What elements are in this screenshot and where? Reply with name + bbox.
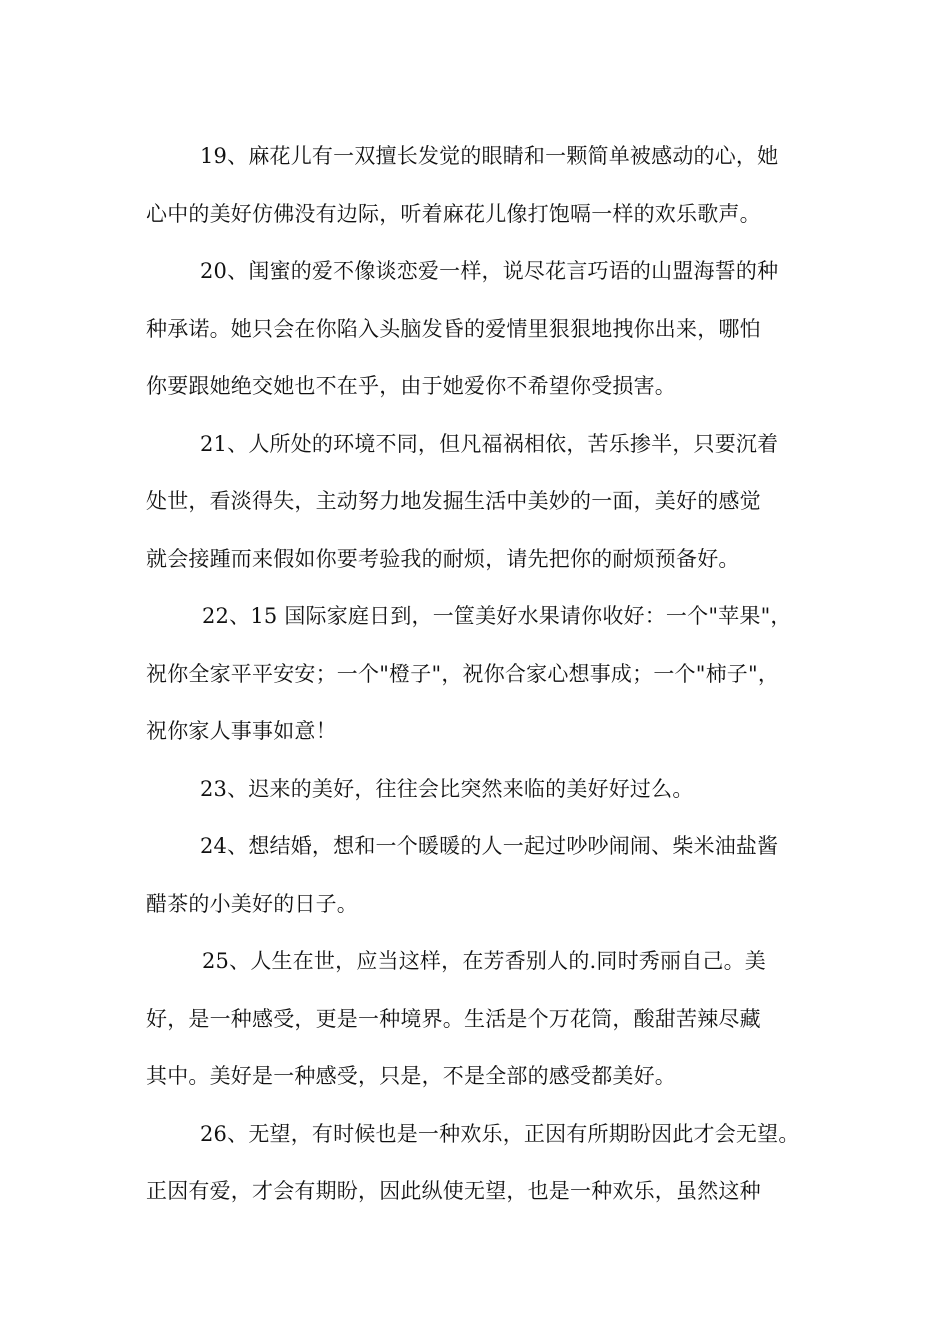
- paragraph-line: 26、无望，有时候也是一种欢乐，正因有所期盼因此才会无望。: [200, 1121, 800, 1146]
- paragraph-line: 22、15 国际家庭日到，一筐美好水果请你收好：一个"苹果"，: [202, 604, 792, 628]
- paragraph-line: 20、闺蜜的爱不像谈恋爱一样，说尽花言巧语的山盟海誓的种: [200, 259, 779, 283]
- paragraph-line: 心中的美好仿佛没有边际，听着麻花儿像打饱嗝一样的欢乐歌声。: [146, 201, 761, 226]
- paragraph-25: [146, 933, 811, 1106]
- paragraph-line: 种承诺。她只会在你陷入头脑发昏的爱情里狠狠地拽你出来，哪怕: [146, 316, 761, 341]
- paragraph-19: [146, 128, 811, 243]
- paragraph-line: 你要跟她绝交她也不在乎，由于她爱你不希望你受损害。: [146, 374, 676, 398]
- paragraph-line: 正因有爱，才会有期盼，因此纵使无望，也是一种欢乐，虽然这种: [146, 1179, 761, 1203]
- paragraph-line: 19、麻花儿有一双擅长发觉的眼睛和一颗简单被感动的心，她: [200, 144, 779, 168]
- paragraph-26: [146, 1106, 811, 1221]
- paragraph-23: [146, 761, 811, 819]
- paragraph-line: 醋茶的小美好的日子。: [146, 891, 358, 916]
- paragraph-line: 25、人生在世，应当这样，在芳香别人的.同时秀丽自己。美: [202, 949, 766, 973]
- paragraph-line: 24、想结婚，想和一个暖暖的人一起过吵吵闹闹、柴米油盐酱: [200, 834, 779, 858]
- paragraph-line: 21、人所处的环境不同，但凡福祸相依，苦乐掺半，只要沉着: [200, 431, 779, 456]
- paragraph-line: 就会接踵而来假如你要考验我的耐烦，请先把你的耐烦预备好。: [146, 546, 740, 571]
- paragraph-line: 祝你家人事事如意！: [146, 719, 337, 743]
- paragraph-22: [146, 588, 811, 761]
- paragraph-20: [146, 243, 811, 416]
- paragraph-line: 处世，看淡得失，主动努力地发掘生活中美妙的一面，美好的感觉: [146, 489, 761, 513]
- paragraph-line: 祝你全家平平安安；一个"橙子"，祝你合家心想事成；一个"柿子"，: [146, 661, 780, 686]
- paragraph-21: [146, 416, 811, 589]
- document-body: [146, 128, 811, 1221]
- paragraph-line: 其中。美好是一种感受，只是，不是全部的感受都美好。: [146, 1064, 676, 1088]
- paragraph-line: 好，是一种感受，更是一种境界。生活是个万花筒，酸甜苦辣尽藏: [146, 1006, 761, 1031]
- paragraph-line: 23、迟来的美好，往往会比突然来临的美好好过么。: [200, 776, 694, 801]
- paragraph-24: [146, 818, 811, 933]
